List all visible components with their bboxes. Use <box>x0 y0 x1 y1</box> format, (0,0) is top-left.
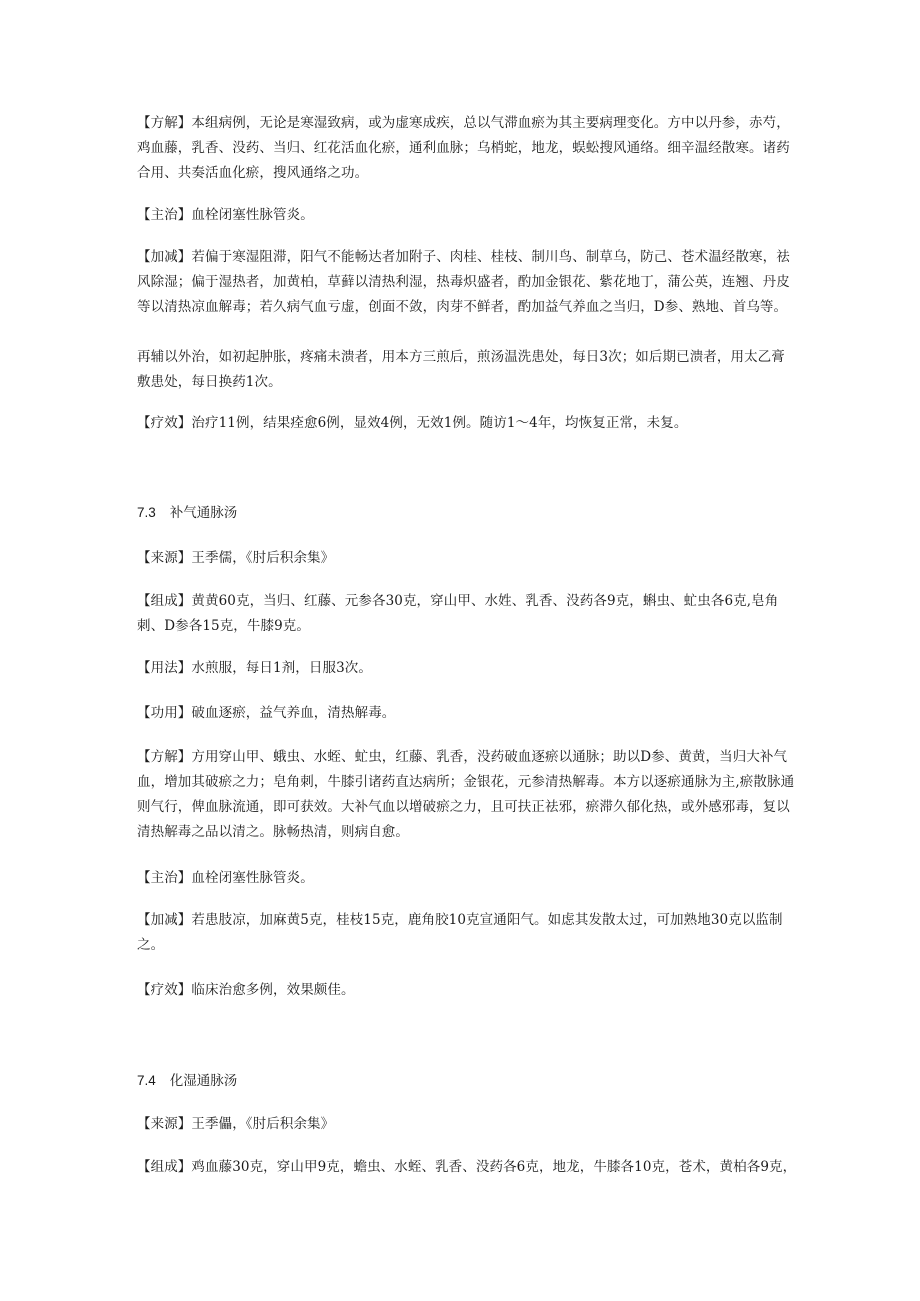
paragraph-fangjie: 【方解】本组病例，无论是寒湿致病，或为虚寒成疾，总以气滞血瘀为其主要病理变化。方中以丹参，赤芍，鸡血藤，乳香、没药、当归、红花活血化瘀，通利血脉；乌梢蛇，地龙，蜈蚣搜风通络。细辛温经散寒。诸药合用、共奏活血化瘀，搜风通络之功。 <box>137 115 790 181</box>
paragraph-zucheng: 【组成】黄黄60克，当归、红藤、元参各30克，穿山甲、水姓、乳香、没药各9克，蝌虫、虻虫各6克,皂角刺、D参各15克，牛膝9克。 <box>137 593 779 634</box>
paragraph-liaoxiao: 【疗效】治疗11例，结果痊愈6例，显效4例，无效1例。随访1～4年，均恢复正常，未复。 <box>137 415 688 431</box>
section-heading-7-4 <box>137 1070 797 1092</box>
paragraph-zucheng-7-4: 【组成】鸡血藤30克，穿山甲9克，蟾虫、水蛭、乳香、没药各6克，地龙，牛膝各10克，苍术，黄柏各9克， <box>137 1159 797 1175</box>
section-number: 7.3 <box>137 505 156 520</box>
section-heading-7-3 <box>137 502 797 524</box>
paragraph-zhuzhi-7-3: 【主治】血栓闭塞性脉管炎。 <box>137 870 314 886</box>
paragraph-liaoxiao-7-3: 【疗效】临床治愈多例，效果颇佳。 <box>137 982 355 998</box>
section-title: 化湿通脉汤 <box>169 1073 238 1088</box>
paragraph-fangjie-7-3: 【方解】方用穿山甲、蛾虫、水蛭、虻虫，红藤、乳香，没药破血逐瘀以通脉；助以D参、黄黄，当归大补气血，增加其破瘀之力；皂角刺，牛膝引诸药直达病所；金银花，元参清热解毒。本方以逐瘀通脉为主,瘀散脉通则气行，俾血脉流通，即可获效。大补气血以增破瘀之力，且可扶正祛邪，瘀滞久郁化热，或外感邪毒，复以清热解毒之品以清之。脉畅热清，则病自愈。 <box>137 749 795 840</box>
paragraph-waizhi: 再辅以外治，如初起肿胀，疼痛未溃者，用本方三煎后，煎汤温洗患处，每日3次；如后期已溃者，用太乙膏敷患处，每日换药1次。 <box>137 349 785 390</box>
section-number: 7.4 <box>137 1073 156 1088</box>
paragraph-gongyong: 【功用】破血逐瘀，益气养血，清热解毒。 <box>137 705 396 721</box>
paragraph-laiyuan-7-4: 【来源】王季儡，《肘后积余集》 <box>137 1116 335 1132</box>
paragraph-zhuzhi: 【主治】血栓闭塞性脉管炎。 <box>137 207 314 223</box>
paragraph-jiajian: 【加减】若偏于寒湿阻滞，阳气不能畅达者加附子、肉桂、桂枝、制川鸟、制草乌，防己、苍术温经散寒，祛风除湿；偏于湿热者，加黄柏，草藓以清热利湿，热毒炽盛者，酌加金银花、紫花地丁，蒲公英，连翘、丹皮等以清热凉血解毒；若久病气血亏虚，创面不敛，肉芽不鲜者，酌加益气养血之当归，D参、熟地、首乌等。 <box>137 249 790 315</box>
paragraph-yongfa: 【用法】水煎服，每日1剂，日服3次。 <box>137 660 372 676</box>
paragraph-laiyuan: 【来源】王季儒，《肘后积余集》 <box>137 550 335 566</box>
paragraph-jiajian-7-3: 【加减】若患肢凉，加麻黄5克，桂枝15克，鹿角胶10克宣通阳气。如虑其发散太过，可加熟地30克以监制之。 <box>137 912 783 953</box>
section-title: 补气通脉汤 <box>169 505 238 520</box>
